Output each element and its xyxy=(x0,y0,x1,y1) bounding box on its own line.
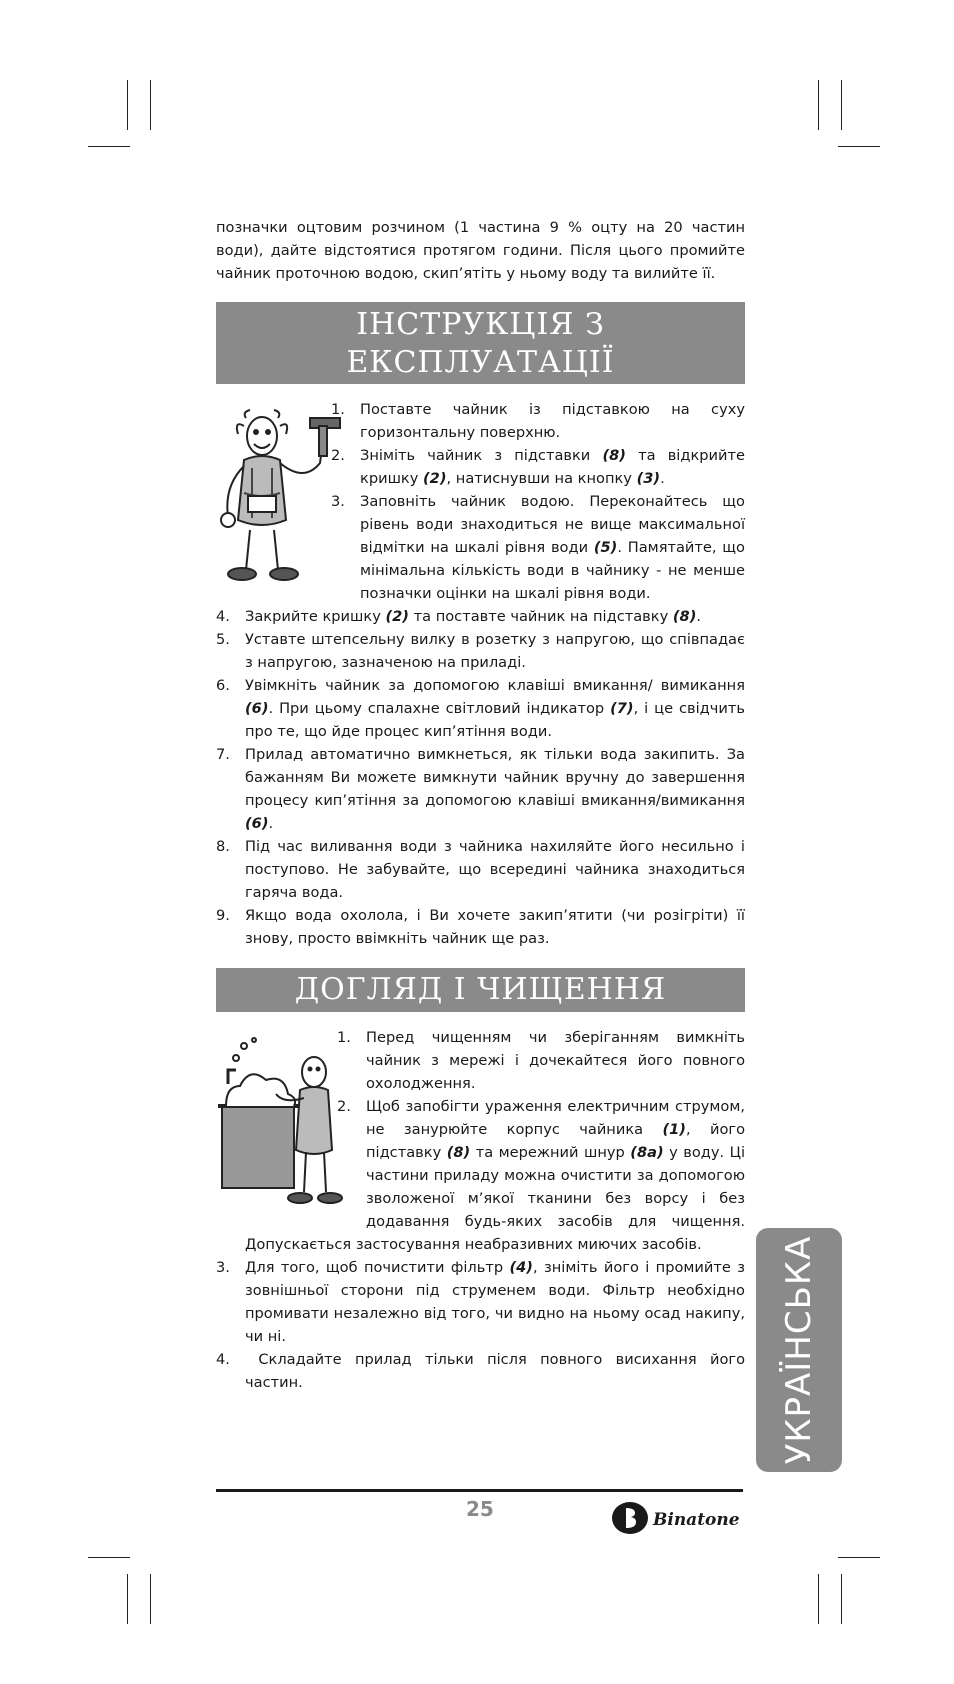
list-item: 3. Заповніть чайник водою. Переконайтесь що рівень води знаходиться не вище максимальної відмітки на шкалі рівня води (5). Памятайте, що мінімальна кількість води в чайнику - не менше позначки оцінки на шкалі рівня води. xyxy=(331,493,745,602)
section-title-line: ЕКСПЛУАТАЦІЇ xyxy=(346,345,615,380)
instructions-list xyxy=(216,398,745,950)
crop-mark xyxy=(88,146,130,147)
list-item: 2. Щоб запобігти ураження електричним струмом, не занурюйте корпус чайника (1), його підставку (8) та мережний шнур (8a) у воду. Ці частини приладу можна очистити за допомогою зволоженої м’якої тканини без ворсу і без додавання будь-яких засобів для чищення. Допускається застосування неабразивних миючих засобів. xyxy=(245,1098,745,1253)
section-header-care xyxy=(216,968,745,1012)
section-header-instructions xyxy=(216,302,745,384)
brand-logo xyxy=(610,1500,750,1540)
crop-mark xyxy=(150,80,151,130)
list-item: 5. Уставте штепсельну вилку в розетку з напругою, що співпадає з напругою, зазначеною на приладі. xyxy=(216,631,745,671)
section-title: ДОГЛЯД І ЧИЩЕННЯ xyxy=(294,972,667,1007)
instructions-items xyxy=(216,398,745,950)
care-list xyxy=(216,1026,745,1394)
list-item: 1. Перед чищенням чи зберіганням вимкніть чайник з мережі і дочекайтеся його повного охолодження. xyxy=(337,1029,745,1092)
section-title-line: ІНСТРУКЦІЯ З xyxy=(356,307,605,342)
list-item: 4. Складайте прилад тільки після повного висихання його частин. xyxy=(216,1351,745,1391)
page-content xyxy=(216,216,745,1394)
intro-paragraph: позначки оцтовим розчином (1 частина 9 % оцту на 20 частин води), дайте відстоятися протягом години. Після цього промийте чайник проточною водою, скип’ятіть у ньому воду та вилийте її. xyxy=(216,219,745,282)
list-item: 8. Під час виливання води з чайника нахиляйте його несильно і поступово. Не забувайте, що всередині чайника знаходиться гаряча вода. xyxy=(216,838,745,901)
crop-mark xyxy=(127,80,128,130)
crop-mark xyxy=(841,1574,842,1624)
crop-mark xyxy=(841,80,842,130)
care-items xyxy=(216,1026,745,1394)
footer-rule xyxy=(216,1489,743,1492)
crop-mark xyxy=(838,146,880,147)
crop-mark xyxy=(838,1557,880,1558)
crop-mark xyxy=(127,1574,128,1624)
crop-mark xyxy=(150,1574,151,1624)
language-tab xyxy=(756,1228,842,1472)
list-item: 4. Закрийте кришку (2) та поставте чайник на підставку (8). xyxy=(216,608,702,625)
list-item: 7. Прилад автоматично вимкнеться, як тільки вода закипить. За бажанням Ви можете вимкнути чайник вручну до завершення процесу кип’ятіння за допомогою клавіші вмикання/вимикання (6). xyxy=(216,746,745,832)
list-item: 2. Зніміть чайник з підставки (8) та відкрийте кришку (2), натиснувши на кнопку (3). xyxy=(331,447,745,487)
page-number: 25 xyxy=(466,1497,494,1521)
list-item: 9. Якщо вода охолола, і Ви хочете закип’ятити (чи розігріти) її знову, просто ввімкніть чайник ще раз. xyxy=(216,907,745,947)
language-tab-label: УКРАЇНСЬКА xyxy=(779,1235,819,1465)
brand-name: Binatone xyxy=(653,1510,740,1530)
crop-mark xyxy=(88,1557,130,1558)
list-item: 6. Увімкніть чайник за допомогою клавіші вмикання/ вимикання (6). При цьому спалахне світловий індикатор (7), і це свідчить про те, що йде процес кип’ятіння води. xyxy=(216,677,745,740)
list-item: 1. Поставте чайник із підставкою на суху горизонтальну поверхню. xyxy=(331,401,745,441)
crop-mark xyxy=(818,1574,819,1624)
brand-logo-icon xyxy=(610,1500,652,1536)
list-item: 3. Для того, щоб почистити фільтр (4), зніміть його і промийте з зовнішньої сторони під струменем води. Фільтр необхідно промивати незалежно від того, чи видно на ньому осад накипу, чи ні. xyxy=(216,1259,745,1345)
crop-mark xyxy=(818,80,819,130)
